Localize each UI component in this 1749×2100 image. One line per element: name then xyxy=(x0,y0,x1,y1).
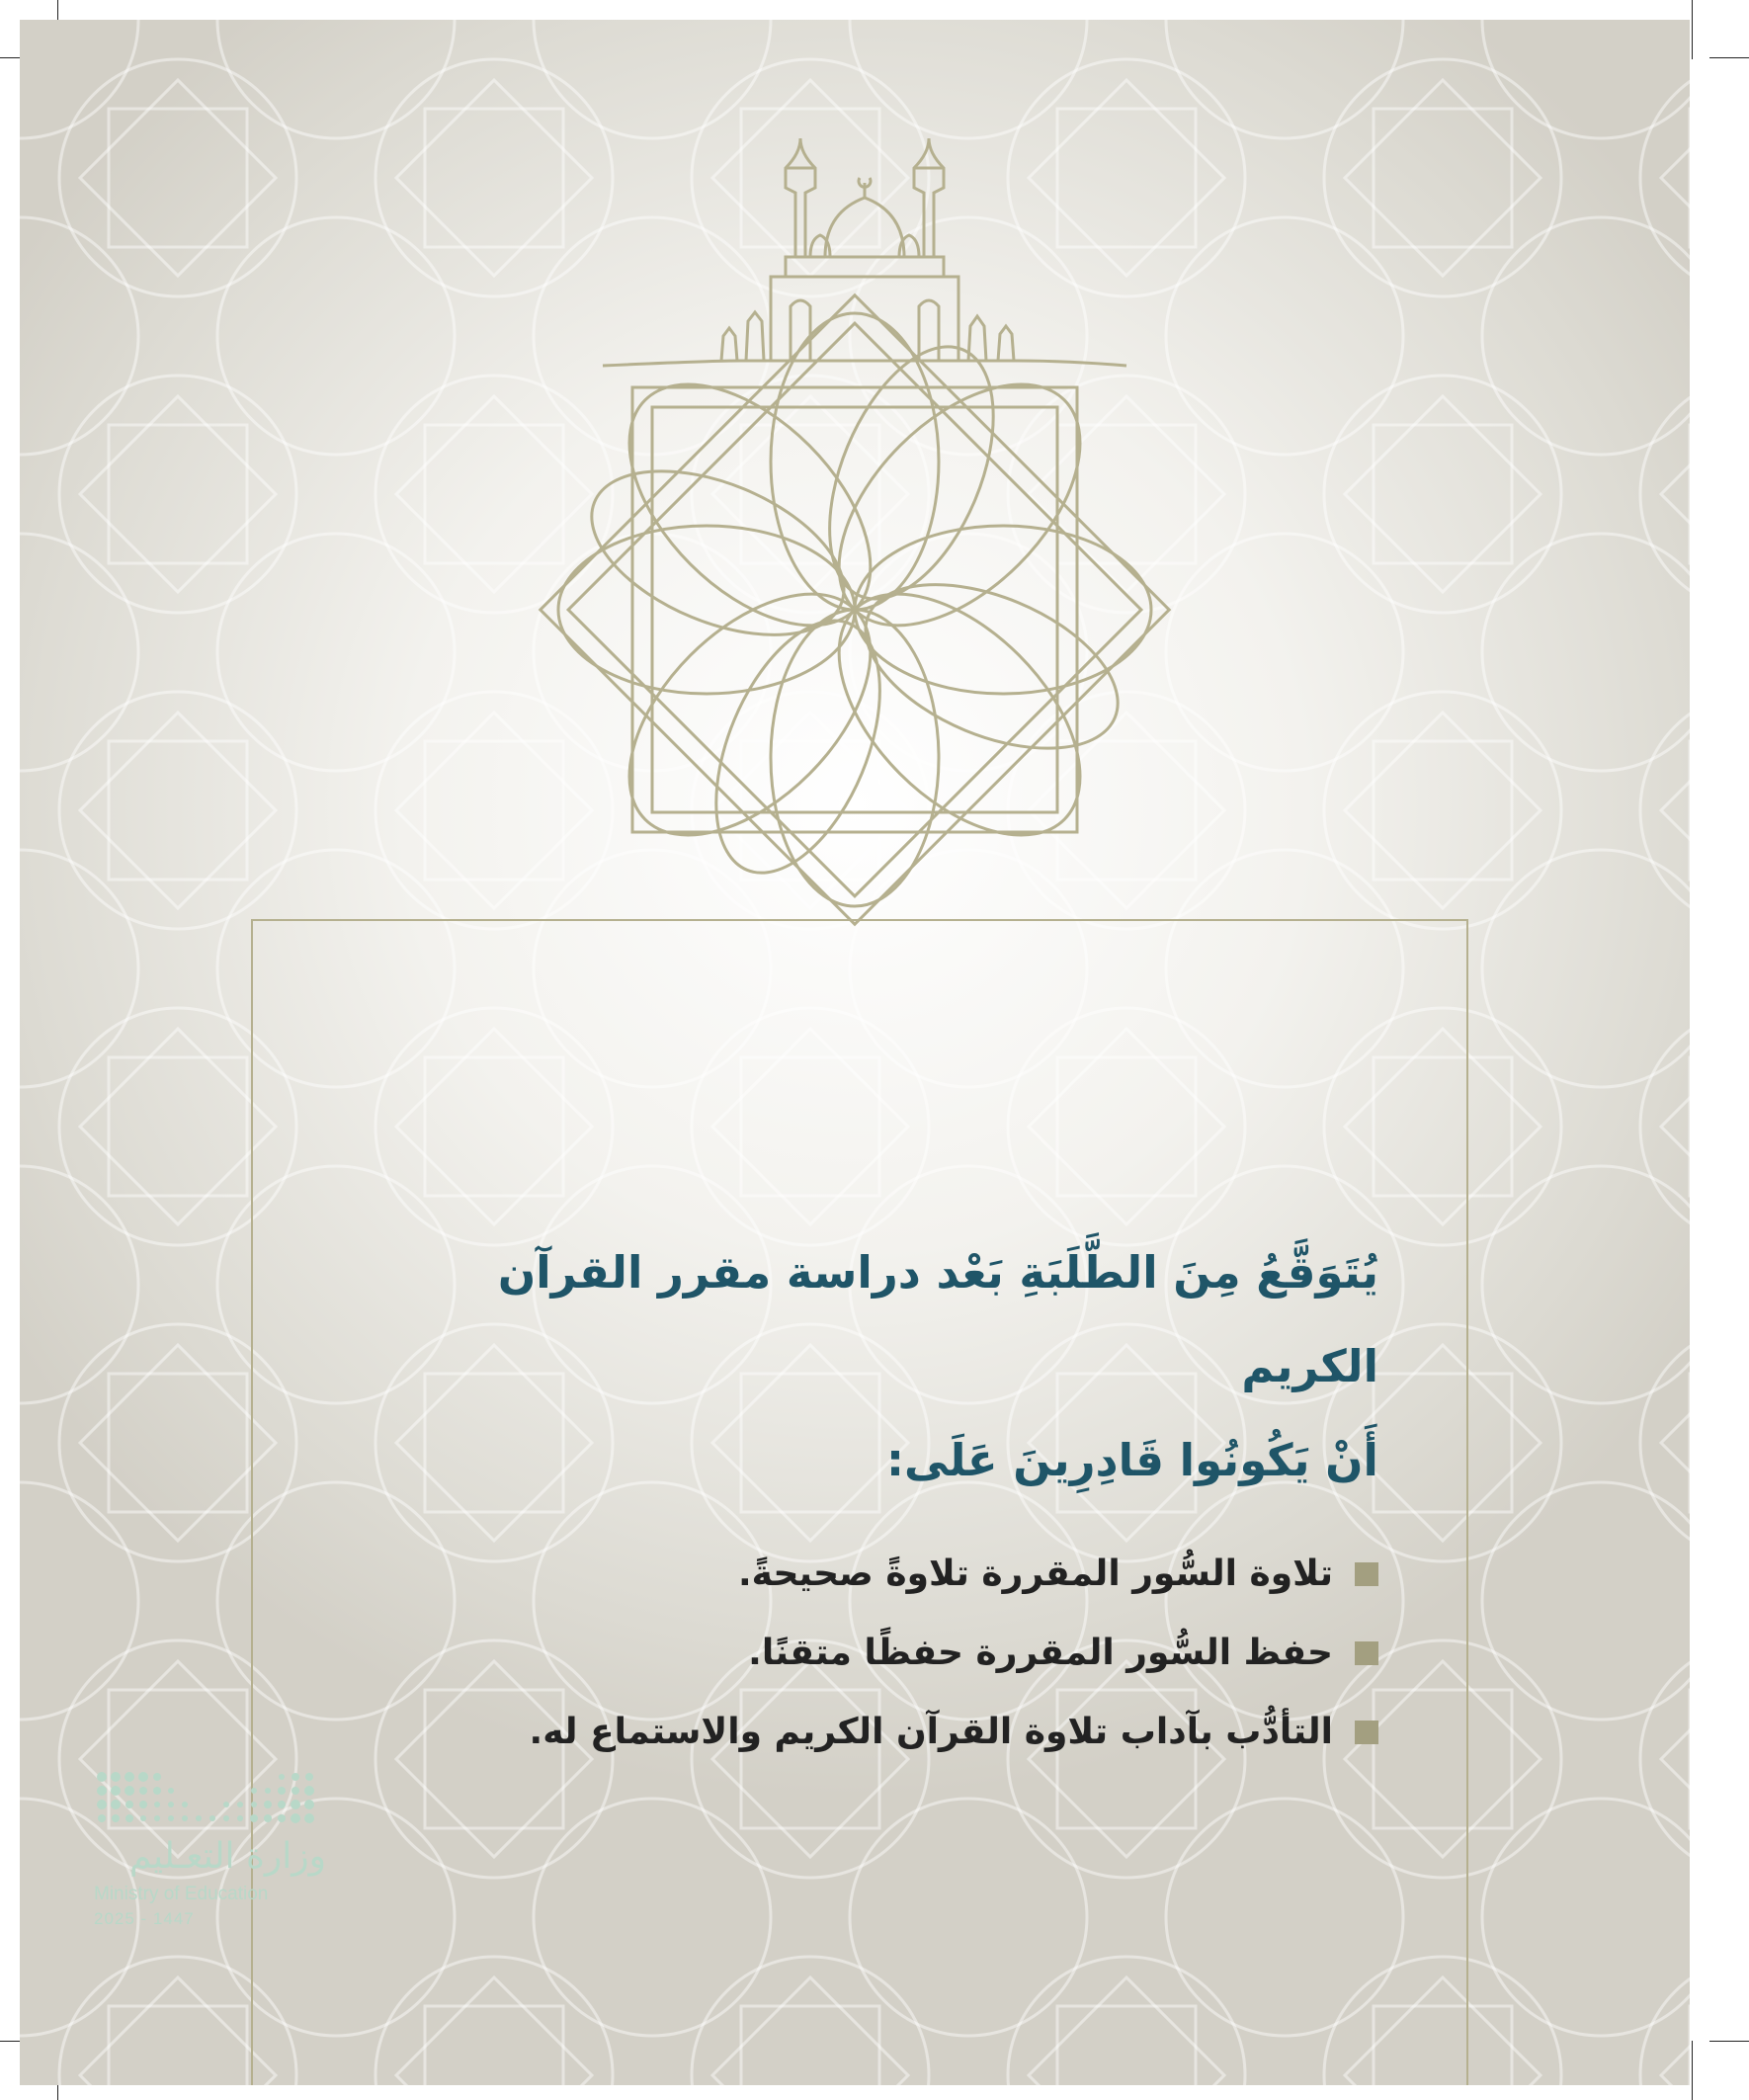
objective-text: التأدُّب بآداب تلاوة القرآن الكريم والاستماع له. xyxy=(529,1712,1333,1752)
cover-page xyxy=(20,20,1690,2085)
objectives-heading-line2: أَنْ يَكُونُوا قَادِرِينَ عَلَى: xyxy=(885,1434,1378,1486)
objectives-heading-line1: يُتَوَقَّعُ مِنَ الطَّلَبَةِ بَعْد دراسة مقرر القرآن الكريم xyxy=(497,1246,1378,1392)
objective-text: تلاوة السُّور المقررة تلاوةً صحيحةً. xyxy=(737,1554,1333,1594)
logo-arabic-name: وزارة التعـليم xyxy=(129,1836,326,1877)
trim-mark-bottom-right-v xyxy=(1692,2041,1693,2100)
frame-right-line xyxy=(1466,919,1468,2085)
logo-english-name: Ministry of Education xyxy=(94,1884,269,1904)
objective-item xyxy=(346,1614,1378,1693)
ministry-dot-logo-icon xyxy=(94,1769,331,1828)
ministry-logo xyxy=(94,1769,351,1957)
trim-mark-bottom-right-h xyxy=(1709,2041,1749,2042)
square-bullet-icon xyxy=(1355,1562,1378,1586)
trim-mark-top-right-h xyxy=(1709,57,1749,58)
objective-text: حفظ السُّور المقررة حفظًا متقنًا. xyxy=(748,1633,1333,1673)
square-bullet-icon xyxy=(1355,1721,1378,1744)
logo-year: 2025 - 1447 xyxy=(94,1909,195,1928)
objectives-list xyxy=(346,1535,1378,1772)
objective-item xyxy=(346,1535,1378,1614)
eight-point-star-rosette-icon xyxy=(541,295,1169,924)
objectives-panel xyxy=(346,1225,1378,1772)
objective-item xyxy=(346,1693,1378,1772)
square-bullet-icon xyxy=(1355,1641,1378,1665)
frame-top-line xyxy=(251,919,1468,921)
trim-mark-top-right-v xyxy=(1692,0,1693,59)
